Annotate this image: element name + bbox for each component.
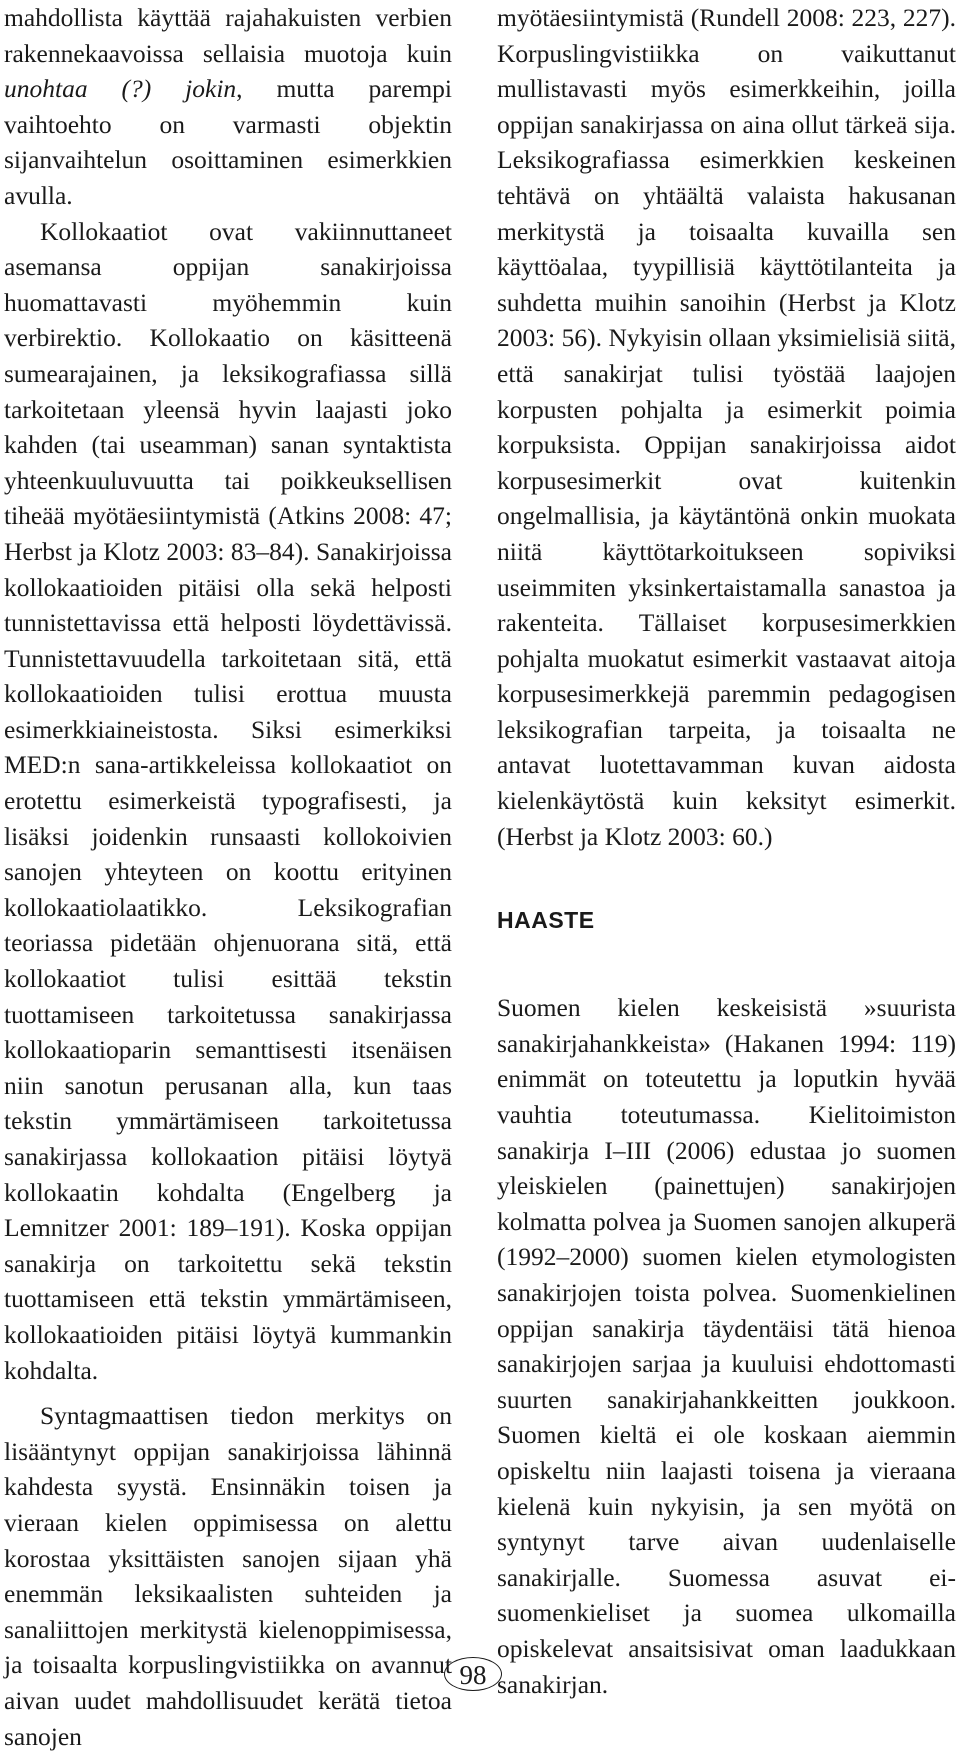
left-p1-italic-example: unohtaa (?) jokin <box>4 74 237 104</box>
right-paragraph-1: myötäesiintymistä (Rundell 2008: 223, 227). Korpuslingvistiikka on vaikuttanut mullistavasti myös esimerkkeihin, joilla oppijan sanakirjassa on aina ollut tärkeä sija. Leksikografiassa esimerkkien keskeinen tehtävä on yhtäältä valaista hakusanan merkitystä ja toisaalta kuvailla sen käyttöalaa, tyypillisiä käyttötilanteita ja suhdetta muihin sanoihin (Herbst ja Klotz 2003: 56). Nykyisin ollaan yksimielisiä siitä, että sanakirjat tulisi työstää laajojen korpusten pohjalta ja esimerkit poimia korpuksista. Oppijan sanakirjoissa aidot korpusesimerkit ovat kuitenkin ongelmallisia, ja käytäntönä onkin muokata niitä käyttötarkoitukseen sopiviksi useimmiten yksinkertaistamalla sanastoa ja rakenteita. Tällaiset korpusesimerkkien pohjalta muokatut esimerkit vastaavat aitoja korpusesimerkkejä paremmin pedagogisen leksikografian tarpeita, ja toisaalta ne antavat luotettavamman kuvan aidosta kielenkäytöstä kuin keksityt esimerkit. (Herbst ja Klotz 2003: 60.) <box>497 3 956 851</box>
page-number: 98 <box>444 1657 502 1691</box>
section-heading: HAASTE <box>497 907 595 934</box>
left-paragraph-2: Kollokaatiot ovat vakiinnuttaneet asemansa oppijan sanakirjoissa huomattavasti myöhemmin kuin verbirektio. Kollokaatio on käsitteenä sumearajainen, ja leksikografiassa sillä tarkoitetaan yleensä hyvin laajasti joko kahden (tai useamman) sanan syntaktista yhteenkuuluvuutta tai poikkeuksellisen tiheää myötäesiintymistä (Atkins 2008: 47; Herbst ja Klotz 2003: 83–84). Sanakirjoissa kollokaatioiden pitäisi olla sekä helposti tunnistettavissa että helposti löydettävissä. Tunnistettavuudella tarkoitetaan sitä, että kollokaatioiden tulisi erottua muusta esimerkkiaineistosta. Siksi esimerkiksi MED:n sana-artikkeleissa kollokaatiot on erotettu esimerkeistä typografisesti, ja lisäksi joidenkin runsaasti kollokoivien sanojen yhteyteen on koottu erityinen kollokaatiolaatikko. Leksikografian teoriassa pidetään ohjenuorana sitä, että kollokaatiot tulisi esittää tekstin tuottamiseen tarkoitetussa sanakirjassa kollokaatioparin semanttisesti itsenäisen niin sanotun perusanan alla, kun taas tekstin ymmärtämiseen tarkoitetussa sanakirjassa kollokaation pitäisi löytyä kollokaatin kohdalta (Engelberg ja Lemnitzer 2001: 189–191). Koska oppijan sanakirja on tarkoitettu sekä tekstin tuottamiseen että tekstin ymmärtämiseen, kollokaatioiden pitäisi löytyä kummankin kohdalta. <box>4 216 452 1385</box>
right-paragraph-2: Suomen kielen keskeisistä »suurista sanakirjahankkeista» (Hakanen 1994: 119) enimmät on toteutettu ja loputkin hyvää vauhtia toteutumassa. Kielitoimiston sanakirja I–III (2006) edustaa jo suomen yleiskielen (painettujen) sanakirjojen kolmatta polvea ja Suomen sanojen alkuperä (1992–2000) suomen kielen etymologisten sanakirjojen toista polvea. Suomenkielinen oppijan sanakirja täydentäisi tätä hienoa sanakirjojen sarjaa ja kuuluisi ehdottomasti suurten sanakirjahankkeitten joukkoon. Suomen kieltä ei ole koskaan aiemmin opiskeltu niin laajasti toisena ja vieraana kielenä kuin nykyisin, ja sen myötä on syntynyt tarve aivan uudenlaiselle sanakirjalle. Suomessa asuvat ei-suomenkieliset ja suomea ulkomailla opiskelevat ansaitsisivat oman laadukkaan sanakirjan. <box>497 993 956 1699</box>
left-paragraph-1 <box>4 0 452 214</box>
left-p1-text-a: mahdollista käyttää rajahakuisten verbien rakennekaavoissa sellaisia muotoja kuin <box>4 3 452 68</box>
left-p1-text-b: , mutta parempi vaihtoehto on varmasti objektin sijanvaihtelun osoittaminen esimerkkien avulla. <box>4 74 452 210</box>
right-column <box>497 0 956 1702</box>
left-paragraph-3: Syntagmaattisen tiedon merkitys on lisääntynyt oppijan sanakirjoissa lähinnä kahdesta syystä. Ensinnäkin toisen ja vieraan kielen oppimisessa on alettu korostaa yksittäisten sanojen sijaan yhä enemmän leksikaalisten suhteiden ja sanaliittojen merkitystä kielenoppimisessa, ja toisaalta korpuslingvistiikka on avannut aivan uudet mahdollisuudet kerätä tietoa sanojen <box>4 1401 452 1751</box>
left-column <box>4 0 452 1754</box>
